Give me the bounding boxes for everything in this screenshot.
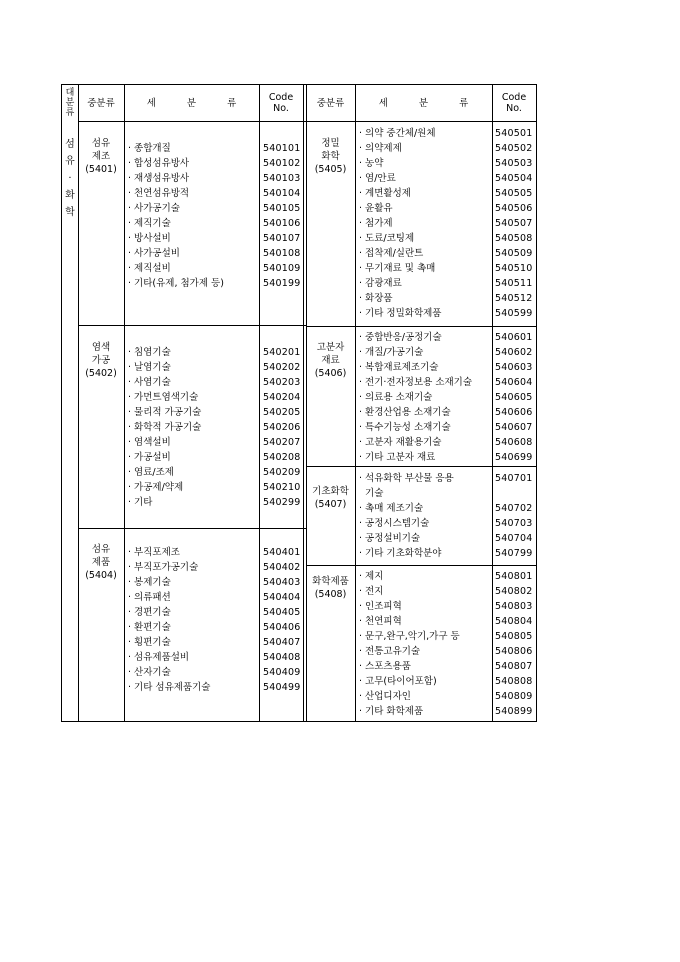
group-name-line: 화학 <box>321 151 340 162</box>
item-label: · 복합재료제조기술 <box>359 362 439 373</box>
item-code: 540408 <box>263 652 301 663</box>
header-major-text <box>66 88 75 118</box>
item-code: 540202 <box>263 362 301 373</box>
group-name-line: (5405) <box>314 164 347 175</box>
item-code: 540808 <box>495 676 533 687</box>
item-label: · 부직포제조 <box>128 547 180 558</box>
item-code: 540102 <box>263 158 301 169</box>
item-label: · 가먼트염색기술 <box>128 392 199 403</box>
group-name-line: (5408) <box>314 589 347 600</box>
item-code: 540801 <box>495 571 533 582</box>
item-label: · 고분자 재활용기술 <box>359 437 442 448</box>
col-divider <box>303 85 304 721</box>
item-label: · 사가공기술 <box>128 203 180 214</box>
major-category-char: · <box>68 173 72 184</box>
item-label: 기술 <box>359 488 384 499</box>
group-codes <box>495 126 532 321</box>
item-code: 540606 <box>495 407 533 418</box>
group-name-line: 제품 <box>91 557 111 568</box>
col-divider <box>355 85 356 721</box>
item-label: · 공정설비기술 <box>359 533 421 544</box>
group-name-line: 고분자 <box>316 342 345 353</box>
item-code: 540701 <box>495 473 533 484</box>
item-code: 540104 <box>263 188 301 199</box>
item-label: · 가공설비 <box>128 452 171 463</box>
item-label: · 석유화학 부산물 응용 <box>359 473 454 484</box>
item-label: · 첨가제 <box>359 218 393 229</box>
group-name-line: 정밀 <box>321 138 340 149</box>
item-label: · 종합개질 <box>128 143 171 154</box>
item-code: 540602 <box>495 347 533 358</box>
group-codes <box>263 345 300 510</box>
item-label: · 산자기술 <box>128 667 171 678</box>
group-name <box>78 341 124 380</box>
item-code: 540702 <box>495 503 533 514</box>
header-mid-right: 중분류 <box>316 97 345 109</box>
item-code: 540802 <box>495 586 533 597</box>
group-items <box>359 126 441 321</box>
item-label: · 사가공설비 <box>128 248 180 259</box>
item-label: · 화장품 <box>359 293 393 304</box>
item-code: 540406 <box>263 622 301 633</box>
item-label: · 기타 화학제품 <box>359 706 424 717</box>
item-code: 540403 <box>263 577 301 588</box>
item-code: 540804 <box>495 616 533 627</box>
item-label: · 무기재료 및 촉매 <box>359 263 436 274</box>
item-label: · 인조피혁 <box>359 601 402 612</box>
item-code: 540209 <box>263 467 301 478</box>
group-name-line: 염색 <box>91 342 111 353</box>
item-label: · 제직기술 <box>128 218 171 229</box>
major-category <box>62 137 78 222</box>
item-code: 540512 <box>495 293 533 304</box>
item-label: · 염료/조제 <box>128 467 174 478</box>
row-divider <box>78 325 306 326</box>
item-code: 540807 <box>495 661 533 672</box>
item-label: · 스포츠용품 <box>359 661 411 672</box>
group-codes <box>263 545 300 695</box>
item-label: · 방사설비 <box>128 233 171 244</box>
item-label: · 천연피혁 <box>359 616 402 627</box>
item-code: 540899 <box>495 706 533 717</box>
item-code: 540809 <box>495 691 533 702</box>
group-items <box>128 545 210 695</box>
item-code: 540105 <box>263 203 301 214</box>
item-label: · 기타 고분자 재료 <box>359 452 436 463</box>
group-name-line: (5402) <box>85 368 117 379</box>
item-label: · 전기·전자정보용 소재기술 <box>359 377 473 388</box>
item-label: · 도료/코팅제 <box>359 233 415 244</box>
item-label: · 횡편기술 <box>128 637 171 648</box>
item-label: · 윤활유 <box>359 203 393 214</box>
group-name <box>78 137 124 176</box>
item-code: 540204 <box>263 392 301 403</box>
item-label: · 날염기술 <box>128 362 171 373</box>
item-code: 540106 <box>263 218 301 229</box>
item-label: · 기타 기초화학분야 <box>359 548 442 559</box>
item-label: · 재생섬유방사 <box>128 173 190 184</box>
item-label: · 기타(유제, 첨가제 등) <box>128 278 224 289</box>
group-name-line: (5404) <box>85 570 117 581</box>
item-label: · 전지 <box>359 586 384 597</box>
item-label: · 감광재료 <box>359 278 402 289</box>
header-code-left: Code No. <box>268 92 294 114</box>
item-code: 540299 <box>263 497 301 508</box>
item-label: · 경편기술 <box>128 607 171 618</box>
group-items <box>359 569 460 719</box>
item-label: · 특수기능성 소재기술 <box>359 422 451 433</box>
item-label: · 개질/가공기술 <box>359 347 424 358</box>
item-code: 540402 <box>263 562 301 573</box>
item-label: · 염/안료 <box>359 173 396 184</box>
item-code <box>495 486 532 501</box>
item-code: 540207 <box>263 437 301 448</box>
item-label: · 기타 정밀화학제품 <box>359 308 442 319</box>
group-items <box>359 330 472 465</box>
item-label: · 기타 섬유제품기술 <box>128 682 211 693</box>
item-label: · 환편기술 <box>128 622 171 633</box>
item-code: 540506 <box>495 203 533 214</box>
item-code: 540803 <box>495 601 533 612</box>
item-label: · 고무(타이어포함) <box>359 676 437 687</box>
item-label: · 중합반응/공정기술 <box>359 332 442 343</box>
item-code: 540201 <box>263 347 301 358</box>
item-label: · 기타 <box>128 497 153 508</box>
major-category-char: 섬 <box>65 139 75 150</box>
group-codes <box>495 471 532 561</box>
row-divider <box>78 528 306 529</box>
header-divider <box>78 121 536 122</box>
item-label: · 농약 <box>359 158 384 169</box>
item-code: 540199 <box>263 278 301 289</box>
item-code: 540504 <box>495 173 533 184</box>
header-code-right: Code No. <box>501 92 527 114</box>
item-code: 540499 <box>263 682 301 693</box>
item-code: 540704 <box>495 533 533 544</box>
group-name-line: 재료 <box>321 355 340 366</box>
major-category-char: 학 <box>65 207 75 218</box>
item-code: 540607 <box>495 422 533 433</box>
item-code: 540501 <box>495 128 533 139</box>
item-label: · 의약 중간체/원체 <box>359 128 436 139</box>
item-label: · 부직포가공기술 <box>128 562 199 573</box>
group-name <box>78 543 124 582</box>
item-code: 540405 <box>263 607 301 618</box>
item-label: · 섬유제품설비 <box>128 652 190 663</box>
item-code: 540603 <box>495 362 533 373</box>
classification-table <box>61 84 537 722</box>
item-label: · 천연섬유방적 <box>128 188 190 199</box>
col-divider <box>78 85 79 721</box>
group-items <box>128 345 201 510</box>
group-items <box>359 471 454 561</box>
col-divider <box>306 85 307 721</box>
group-name-line: 섬유 <box>91 138 111 149</box>
item-code: 540510 <box>495 263 533 274</box>
major-category-char: 유 <box>65 156 75 167</box>
group-codes <box>263 141 300 291</box>
item-code: 540109 <box>263 263 301 274</box>
col-divider <box>259 85 260 721</box>
item-label: · 합성섬유방사 <box>128 158 190 169</box>
item-code: 540799 <box>495 548 533 559</box>
item-label: · 의약제제 <box>359 143 402 154</box>
item-label: · 공정시스템기술 <box>359 518 430 529</box>
group-name <box>306 485 355 511</box>
group-name <box>306 341 355 380</box>
row-divider <box>306 466 536 467</box>
group-name-line: 가공 <box>91 355 111 366</box>
group-name-line: (5407) <box>314 499 347 510</box>
group-name <box>306 575 355 601</box>
item-code: 540206 <box>263 422 301 433</box>
item-label: · 침염기술 <box>128 347 171 358</box>
item-label: · 문구,완구,악기,가구 등 <box>359 631 460 642</box>
item-label: · 제직설비 <box>128 263 171 274</box>
item-label: · 제지 <box>359 571 384 582</box>
item-code: 540203 <box>263 377 301 388</box>
item-code: 540404 <box>263 592 301 603</box>
header-major-char: 대 <box>65 88 75 98</box>
item-code: 540407 <box>263 637 301 648</box>
item-code: 540599 <box>495 308 533 319</box>
row-divider <box>306 565 536 566</box>
group-codes <box>495 569 532 719</box>
group-name-line: 기초화학 <box>312 486 349 497</box>
item-code: 540409 <box>263 667 301 678</box>
header-major <box>62 85 78 121</box>
item-code: 540108 <box>263 248 301 259</box>
item-label: · 산업디자인 <box>359 691 411 702</box>
item-code: 540699 <box>495 452 533 463</box>
item-code: 540107 <box>263 233 301 244</box>
item-code: 540806 <box>495 646 533 657</box>
item-code: 540511 <box>495 278 533 289</box>
item-label: · 화학적 가공기술 <box>128 422 202 433</box>
group-name-line: 제조 <box>91 151 111 162</box>
item-label: · 사염기술 <box>128 377 171 388</box>
item-label: · 전통고유기술 <box>359 646 421 657</box>
group-items <box>128 141 224 291</box>
item-code: 540103 <box>263 173 301 184</box>
item-label: · 물리적 가공기술 <box>128 407 202 418</box>
item-code: 540210 <box>263 482 301 493</box>
header-mid-left: 중분류 <box>87 97 115 109</box>
major-category-char: 화 <box>65 190 75 201</box>
item-label: · 접착제/실란트 <box>359 248 424 259</box>
item-code: 540805 <box>495 631 533 642</box>
col-divider <box>492 85 493 721</box>
item-label: · 의류패션 <box>128 592 171 603</box>
item-code: 540509 <box>495 248 533 259</box>
item-code: 540401 <box>263 547 301 558</box>
item-label: · 봉제기술 <box>128 577 171 588</box>
item-code: 540505 <box>495 188 533 199</box>
header-major-char: 분 <box>65 98 75 108</box>
header-detail-right: 세 분 류 <box>378 97 483 109</box>
item-code: 540205 <box>263 407 301 418</box>
group-name-line: (5401) <box>85 164 117 175</box>
group-name-line: (5406) <box>314 368 347 379</box>
item-code: 540101 <box>263 143 301 154</box>
item-code: 540503 <box>495 158 533 169</box>
item-code: 540508 <box>495 233 533 244</box>
item-label: · 촉매 제조기술 <box>359 503 424 514</box>
item-code: 540507 <box>495 218 533 229</box>
item-code: 540208 <box>263 452 301 463</box>
item-code: 540502 <box>495 143 533 154</box>
item-code: 540605 <box>495 392 533 403</box>
group-name-line: 화학제품 <box>312 576 349 587</box>
item-label: · 염색설비 <box>128 437 171 448</box>
header-major-char: 류 <box>65 108 75 118</box>
col-divider <box>124 85 125 721</box>
item-label: · 가공제/약제 <box>128 482 184 493</box>
row-divider <box>306 326 536 327</box>
item-code: 540601 <box>495 332 533 343</box>
group-codes <box>495 330 532 465</box>
item-label: · 환경산업용 소재기술 <box>359 407 451 418</box>
item-code: 540604 <box>495 377 533 388</box>
item-label: · 계면활성제 <box>359 188 411 199</box>
item-label: · 의료용 소재기술 <box>359 392 433 403</box>
item-code: 540703 <box>495 518 533 529</box>
group-name-line: 섬유 <box>91 544 111 555</box>
header-detail-left: 세 분 류 <box>146 97 251 109</box>
group-name <box>306 137 355 176</box>
item-code: 540608 <box>495 437 533 448</box>
